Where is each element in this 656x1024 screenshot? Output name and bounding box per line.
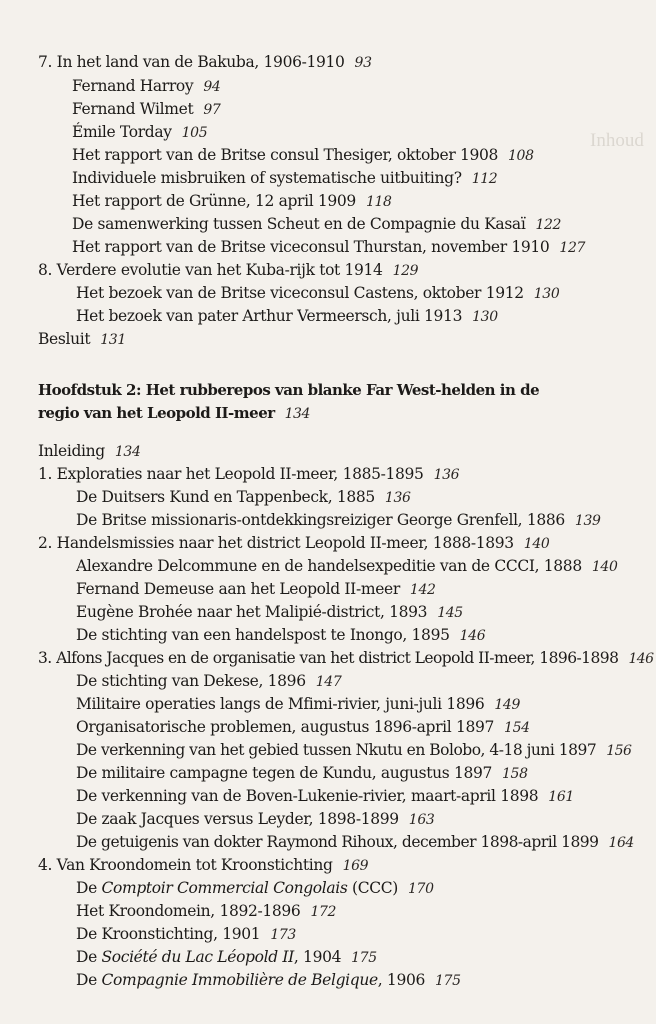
toc-label: De Duitsers Kund en Tappenbeck, 1885 — [76, 488, 375, 506]
toc-label: Individuele misbruiken of systematische uitbuiting? — [72, 169, 462, 187]
toc-entry — [76, 924, 296, 945]
toc-label: Émile Torday — [72, 123, 172, 141]
toc-entry-besluit — [38, 329, 126, 350]
toc-page-number: 156 — [606, 743, 632, 759]
toc-entry — [76, 740, 631, 761]
toc-entry-section-4 — [38, 855, 368, 876]
toc-entry — [72, 99, 220, 120]
toc-page-number: 129 — [392, 263, 419, 279]
toc-page-number: 118 — [365, 194, 392, 210]
toc-page-number: 173 — [270, 927, 296, 943]
toc-entry-section-2 — [38, 533, 549, 554]
toc-label: De Britse missionaris-ontdekkingsreiziger George Grenfell, 1886 — [76, 511, 565, 529]
toc-entry — [76, 671, 341, 692]
toc-page-number: 105 — [181, 125, 208, 141]
toc-label: , 1904 — [293, 948, 342, 966]
toc-label: De militaire campagne tegen de Kundu, augustus 1897 — [76, 764, 492, 782]
toc-page-number: 136 — [433, 467, 460, 483]
toc-label: Het Kroondomein, 1892-1896 — [76, 902, 301, 920]
toc-page-number: 122 — [535, 217, 562, 233]
toc-page-number: 139 — [574, 513, 601, 529]
toc-entry — [76, 947, 377, 968]
toc-entry — [76, 487, 411, 508]
toc-entry-section-7 — [38, 52, 372, 73]
toc-label: , 1906 — [377, 971, 425, 989]
toc-page-number: 145 — [437, 605, 463, 621]
chapter-title-line-1: Hoofdstuk 2: Het rubberepos van blanke Far West-helden in de — [38, 381, 540, 399]
toc-page-number: 158 — [501, 766, 528, 782]
toc-page-number: 134 — [284, 406, 310, 422]
toc-page-number: 140 — [591, 559, 618, 575]
toc-page-number: 94 — [203, 79, 221, 95]
toc-label: De Kroonstichting, 1901 — [76, 925, 261, 943]
toc-label: De zaak Jacques versus Leyder, 1898-1899 — [76, 810, 399, 828]
toc-label: Inleiding — [38, 442, 105, 460]
toc-page-number: 147 — [315, 674, 342, 690]
toc-page-number: 140 — [523, 536, 550, 552]
toc-label: Organisatorische problemen, augustus 1896-april 1897 — [76, 718, 495, 736]
toc-label: Het rapport van de Britse consul Thesiger, oktober 1908 — [72, 146, 498, 164]
toc-page-number: 163 — [408, 812, 435, 828]
toc-page-number: 97 — [203, 102, 221, 118]
toc-entry — [72, 122, 207, 143]
toc-page-number: 161 — [548, 789, 574, 805]
toc-label-italic: Société du Lac Léopold II — [101, 948, 294, 966]
toc-page-number: 142 — [409, 582, 436, 598]
toc-entry — [76, 878, 434, 899]
toc-label: Fernand Harroy — [72, 77, 194, 95]
toc-entry — [76, 901, 336, 922]
toc-label: 8. Verdere evolutie van het Kuba-rijk tot 1914 — [38, 261, 383, 279]
toc-label: De stichting van Dekese, 1896 — [76, 672, 306, 690]
toc-page-number: 127 — [559, 240, 586, 256]
toc-page-number: 154 — [504, 720, 530, 736]
toc-label: De — [76, 948, 102, 966]
toc-page-number: 93 — [354, 55, 372, 71]
toc-label: 1. Exploraties naar het Leopold II-meer, 1885-1895 — [38, 465, 424, 483]
toc-entry — [76, 510, 601, 531]
toc-page-number: 130 — [533, 286, 560, 302]
toc-entry — [72, 145, 534, 166]
toc-label: Het bezoek van de Britse viceconsul Castens, oktober 1912 — [76, 284, 524, 302]
toc-entry — [72, 76, 220, 97]
toc-entry — [76, 786, 574, 807]
toc-entry-section-3 — [38, 648, 654, 669]
chapter-heading — [38, 380, 539, 400]
toc-label: Het bezoek van pater Arthur Vermeersch, juli 1913 — [76, 307, 463, 325]
toc-page-number: 175 — [351, 950, 377, 966]
toc-entry — [72, 237, 585, 258]
toc-label: Het rapport de Grünne, 12 april 1909 — [72, 192, 356, 210]
toc-label: Fernand Demeuse aan het Leopold II-meer — [76, 580, 400, 598]
toc-page-number: 146 — [628, 651, 654, 667]
toc-entry — [76, 556, 618, 577]
toc-label: Militaire operaties langs de Mfimi-rivier, juni-juli 1896 — [76, 695, 485, 713]
toc-entry — [72, 191, 392, 212]
toc-label: 2. Handelsmissies naar het district Leopold II-meer, 1888-1893 — [38, 534, 514, 552]
toc-label: 7. In het land van de Bakuba, 1906-1910 — [38, 53, 345, 71]
toc-page-number: 130 — [472, 309, 498, 325]
toc-label: Het rapport van de Britse viceconsul Thurstan, november 1910 — [72, 238, 550, 256]
toc-label: De — [76, 879, 102, 897]
toc-entry — [72, 214, 561, 235]
toc-page-number: 112 — [471, 171, 498, 187]
toc-entry — [76, 717, 530, 738]
toc-label: Fernand Wilmet — [72, 100, 194, 118]
toc-page-number: 169 — [342, 858, 369, 874]
toc-entry — [76, 694, 520, 715]
toc-page-number: 108 — [508, 148, 534, 164]
toc-label: De verkenning van het gebied tussen Nkutu en Bolobo, 4-18 juni 1897 — [76, 741, 597, 759]
toc-entry — [76, 579, 436, 600]
toc-label: 3. Alfons Jacques en de organisatie van het district Leopold II-meer, 1896-1898 — [38, 649, 619, 667]
toc-page-number: 175 — [434, 973, 461, 989]
toc-page-number: 131 — [100, 332, 126, 348]
toc-page-number: 164 — [608, 835, 634, 851]
toc-entry — [76, 809, 434, 830]
toc-entry — [76, 832, 634, 853]
toc-page-number: 170 — [408, 881, 434, 897]
toc-label: (CCC) — [347, 879, 398, 897]
toc-label: De stichting van een handelspost te Inongo, 1895 — [76, 626, 450, 644]
toc-entry — [72, 168, 497, 189]
toc-entry-section-8 — [38, 260, 418, 281]
toc-label: Alexandre Delcommune en de handelsexpeditie van de CCCI, 1888 — [76, 557, 582, 575]
toc-page-number: 146 — [459, 628, 486, 644]
toc-entry-inleiding — [38, 441, 141, 462]
toc-entry — [76, 970, 461, 991]
toc-page-number: 134 — [114, 444, 141, 460]
toc-page-number: 149 — [494, 697, 521, 713]
toc-label-italic: Comptoir Commercial Congolais — [101, 879, 348, 897]
toc-entry — [76, 625, 485, 646]
toc-entry — [76, 283, 559, 304]
toc-label: De getuigenis van dokter Raymond Rihoux, december 1898-april 1899 — [76, 833, 599, 851]
chapter-heading-cont — [38, 403, 310, 424]
toc-entry — [76, 763, 528, 784]
toc-entry — [76, 306, 498, 327]
toc-label: De — [76, 971, 102, 989]
chapter-title-line-2: regio van het Leopold II-meer — [38, 404, 275, 422]
toc-page-number: 172 — [310, 904, 337, 920]
toc-entry — [76, 602, 463, 623]
bleed-through-text: Inhoud — [590, 130, 644, 151]
toc-page-number: 136 — [384, 490, 411, 506]
toc-label: Eugène Brohée naar het Malipié-district, 1893 — [76, 603, 428, 621]
toc-label: De samenwerking tussen Scheut en de Compagnie du Kasaï — [72, 215, 526, 233]
toc-label: 4. Van Kroondomein tot Kroonstichting — [38, 856, 333, 874]
toc-entry-section-1 — [38, 464, 459, 485]
toc-label-italic: Compagnie Immobilière de Belgique — [101, 971, 378, 989]
toc-label: Besluit — [38, 330, 91, 348]
toc-label: De verkenning van de Boven-Lukenie-rivier, maart-april 1898 — [76, 787, 539, 805]
